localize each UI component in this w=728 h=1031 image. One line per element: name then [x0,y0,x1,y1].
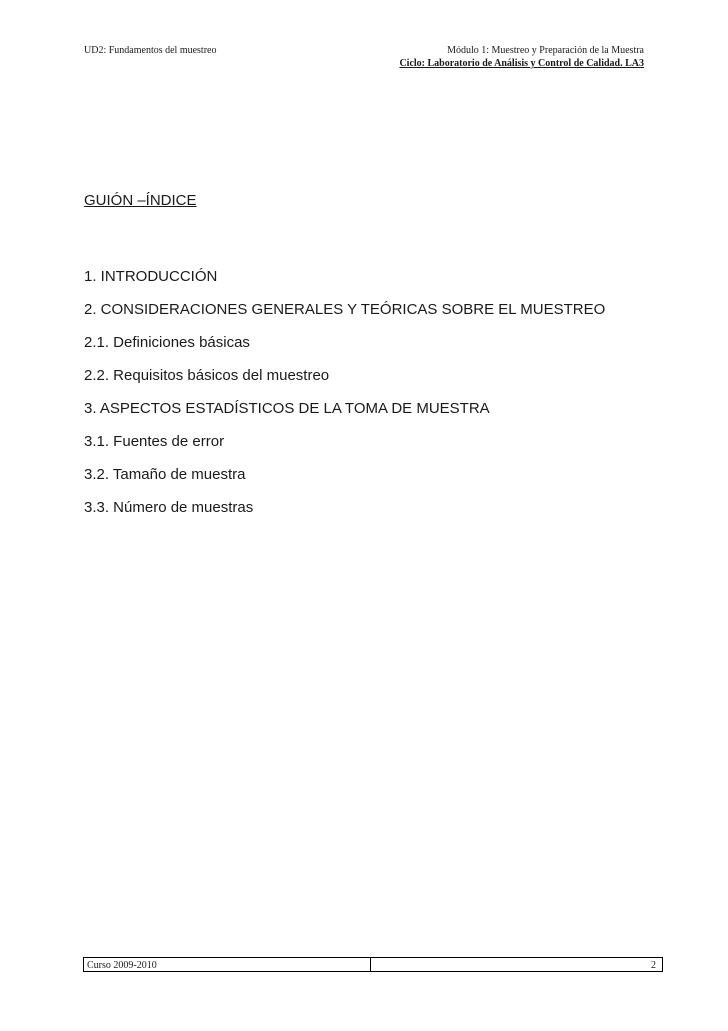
toc-item: 2.1. Definiciones básicas [84,334,250,351]
header-unit-title: UD2: Fundamentos del muestreo [84,45,217,56]
toc-item: 2. CONSIDERACIONES GENERALES Y TEÓRICAS SOBRE EL MUESTREO [84,301,606,318]
toc-item: 2.2. Requisitos básicos del muestreo [84,367,330,384]
page-footer [83,957,663,972]
toc-item: 3.2. Tamaño de muestra [84,466,246,483]
header-module-info [399,44,644,70]
table-of-contents [84,268,605,532]
header-module-title: Módulo 1: Muestreo y Preparación de la Muestra [447,45,644,56]
header-cycle-title: Ciclo: Laboratorio de Análisis y Control de Calidad. LA3 [399,58,644,69]
toc-item: 3.3. Número de muestras [84,499,254,516]
toc-item: 3.1. Fuentes de error [84,433,225,450]
toc-item: 1. INTRODUCCIÓN [84,268,218,285]
footer-page-number: 2 [651,960,656,971]
toc-item: 3. ASPECTOS ESTADÍSTICOS DE LA TOMA DE MUESTRA [84,400,490,417]
index-title: GUIÓN –ÍNDICE [84,192,197,209]
footer-course: Curso 2009-2010 [84,958,371,971]
